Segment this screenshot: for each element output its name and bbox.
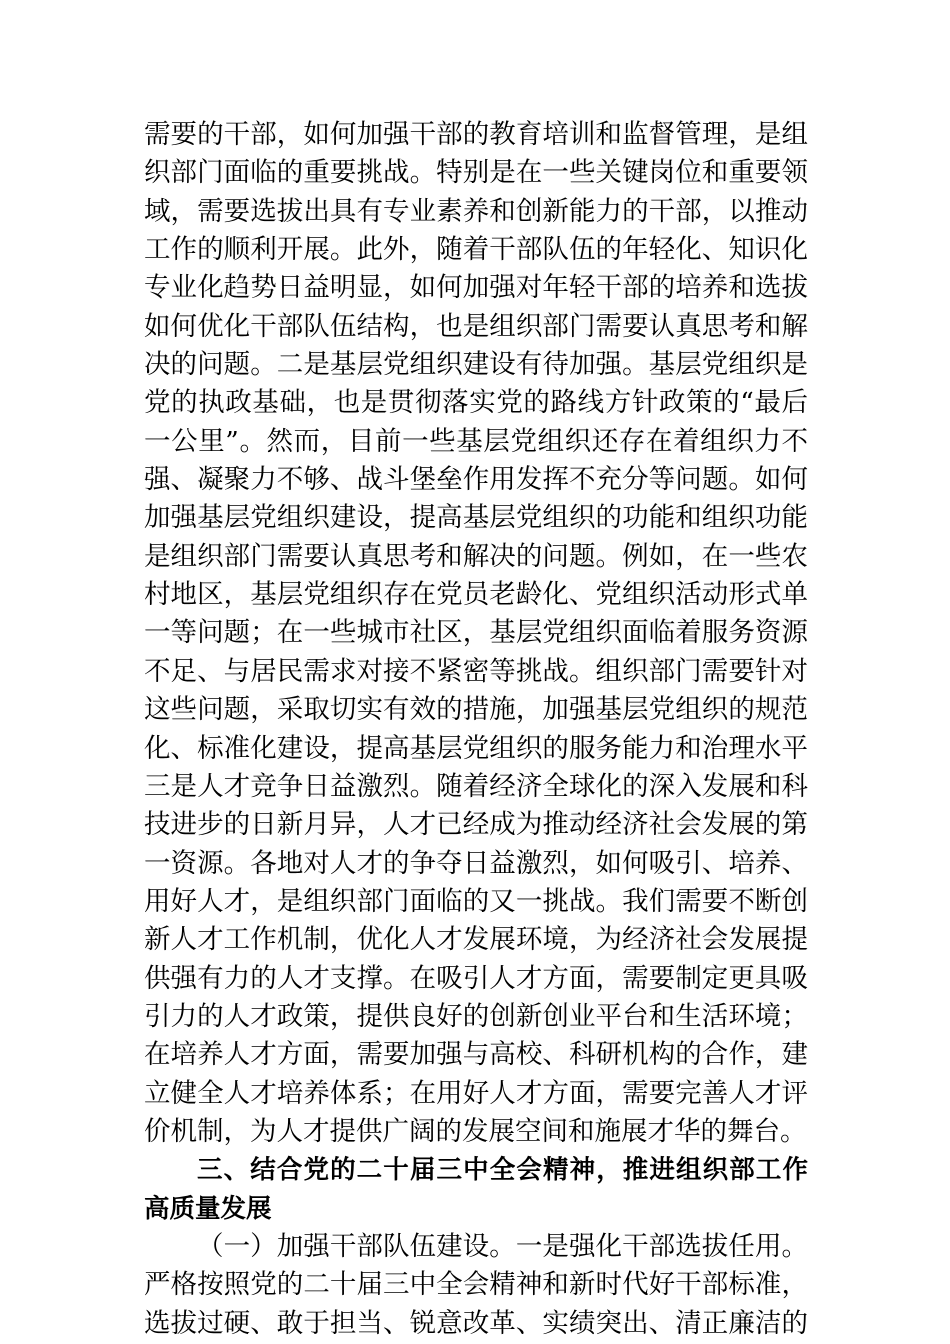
body-line: 党的执政基础，也是贯彻落实党的路线方针政策的“最后 [144, 387, 808, 419]
body-line: 强、凝聚力不够、战斗堡垒作用发挥不充分等问题。如何 [144, 464, 808, 496]
body-line: 需要的干部，如何加强干部的教育培训和监督管理，是组 [144, 119, 808, 150]
section-heading: 三、结合党的二十届三中全会精神，推进组织部工作 [197, 1155, 808, 1186]
body-line: 一公里”。然而，目前一些基层党组织还存在着组织力不 [144, 425, 808, 457]
subsection-heading: （一）加强干部队伍建设。 [197, 1230, 516, 1262]
body-line: 用好人才，是组织部门面临的又一挑战。我们需要不断创 [144, 885, 808, 917]
document-body [144, 116, 808, 1343]
body-line: 加强基层党组织建设，提高基层党组织的功能和组织功能 [144, 502, 808, 534]
body-line: 域，需要选拔出具有专业素养和创新能力的干部，以推动 [144, 195, 808, 227]
body-line: 决的问题。二是基层党组织建设有待加强。基层党组织是 [144, 349, 808, 381]
body-line: 一等问题；在一些城市社区，基层党组织面临着服务资源 [144, 617, 808, 649]
subsection-first-line [144, 1228, 808, 1266]
body-line: 这些问题，采取切实有效的措施，加强基层党组织的规范 [144, 694, 808, 726]
body-line: 技进步的日新月异，人才已经成为推动经济社会发展的第 [144, 809, 808, 841]
body-line: 选拔过硬、敢于担当、锐意改革、实绩突出、清正廉洁的 [144, 1307, 808, 1339]
body-line: 村地区，基层党组织存在党员老龄化、党组织活动形式单 [144, 579, 808, 611]
body-line: 专业化趋势日益明显，如何加强对年轻干部的培养和选拔 [144, 272, 808, 304]
body-line: 不足、与居民需求对接不紧密等挑战。组织部门需要针对 [144, 655, 808, 687]
body-line: 工作的顺利开展。此外，随着干部队伍的年轻化、知识化 [144, 234, 808, 266]
body-line: 化、标准化建设，提高基层党组织的服务能力和治理水平 [144, 732, 808, 764]
body-line: 织部门面临的重要挑战。特别是在一些关键岗位和重要领 [144, 157, 808, 189]
body-line: 是组织部门需要认真思考和解决的问题。例如，在一些农 [144, 540, 808, 572]
body-line: 价机制，为人才提供广阔的发展空间和施展才华的舞台。 [144, 1115, 807, 1147]
body-line: 供强有力的人才支撑。在吸引人才方面，需要制定更具吸 [144, 962, 808, 994]
body-line: 新人才工作机制，优化人才发展环境，为经济社会发展提 [144, 924, 808, 956]
body-line: 严格按照党的二十届三中全会精神和新时代好干部标准， [144, 1269, 808, 1301]
body-line: 在培养人才方面，需要加强与高校、科研机构的合作，建 [144, 1039, 808, 1071]
body-line: 如何优化干部队伍结构，也是组织部门需要认真思考和解 [144, 310, 808, 342]
body-line: 一资源。各地对人才的争夺日益激烈，如何吸引、培养、 [144, 847, 808, 879]
subsection-first-line-text: 一是强化干部选拔任用。 [515, 1230, 808, 1262]
body-line: 立健全人才培养体系；在用好人才方面，需要完善人才评 [144, 1077, 808, 1109]
body-line: 三是人才竞争日益激烈。随着经济全球化的深入发展和科 [144, 770, 808, 802]
body-line: 引力的人才政策，提供良好的创新创业平台和生活环境； [144, 1000, 808, 1032]
section-heading-continued: 高质量发展 [144, 1193, 272, 1224]
